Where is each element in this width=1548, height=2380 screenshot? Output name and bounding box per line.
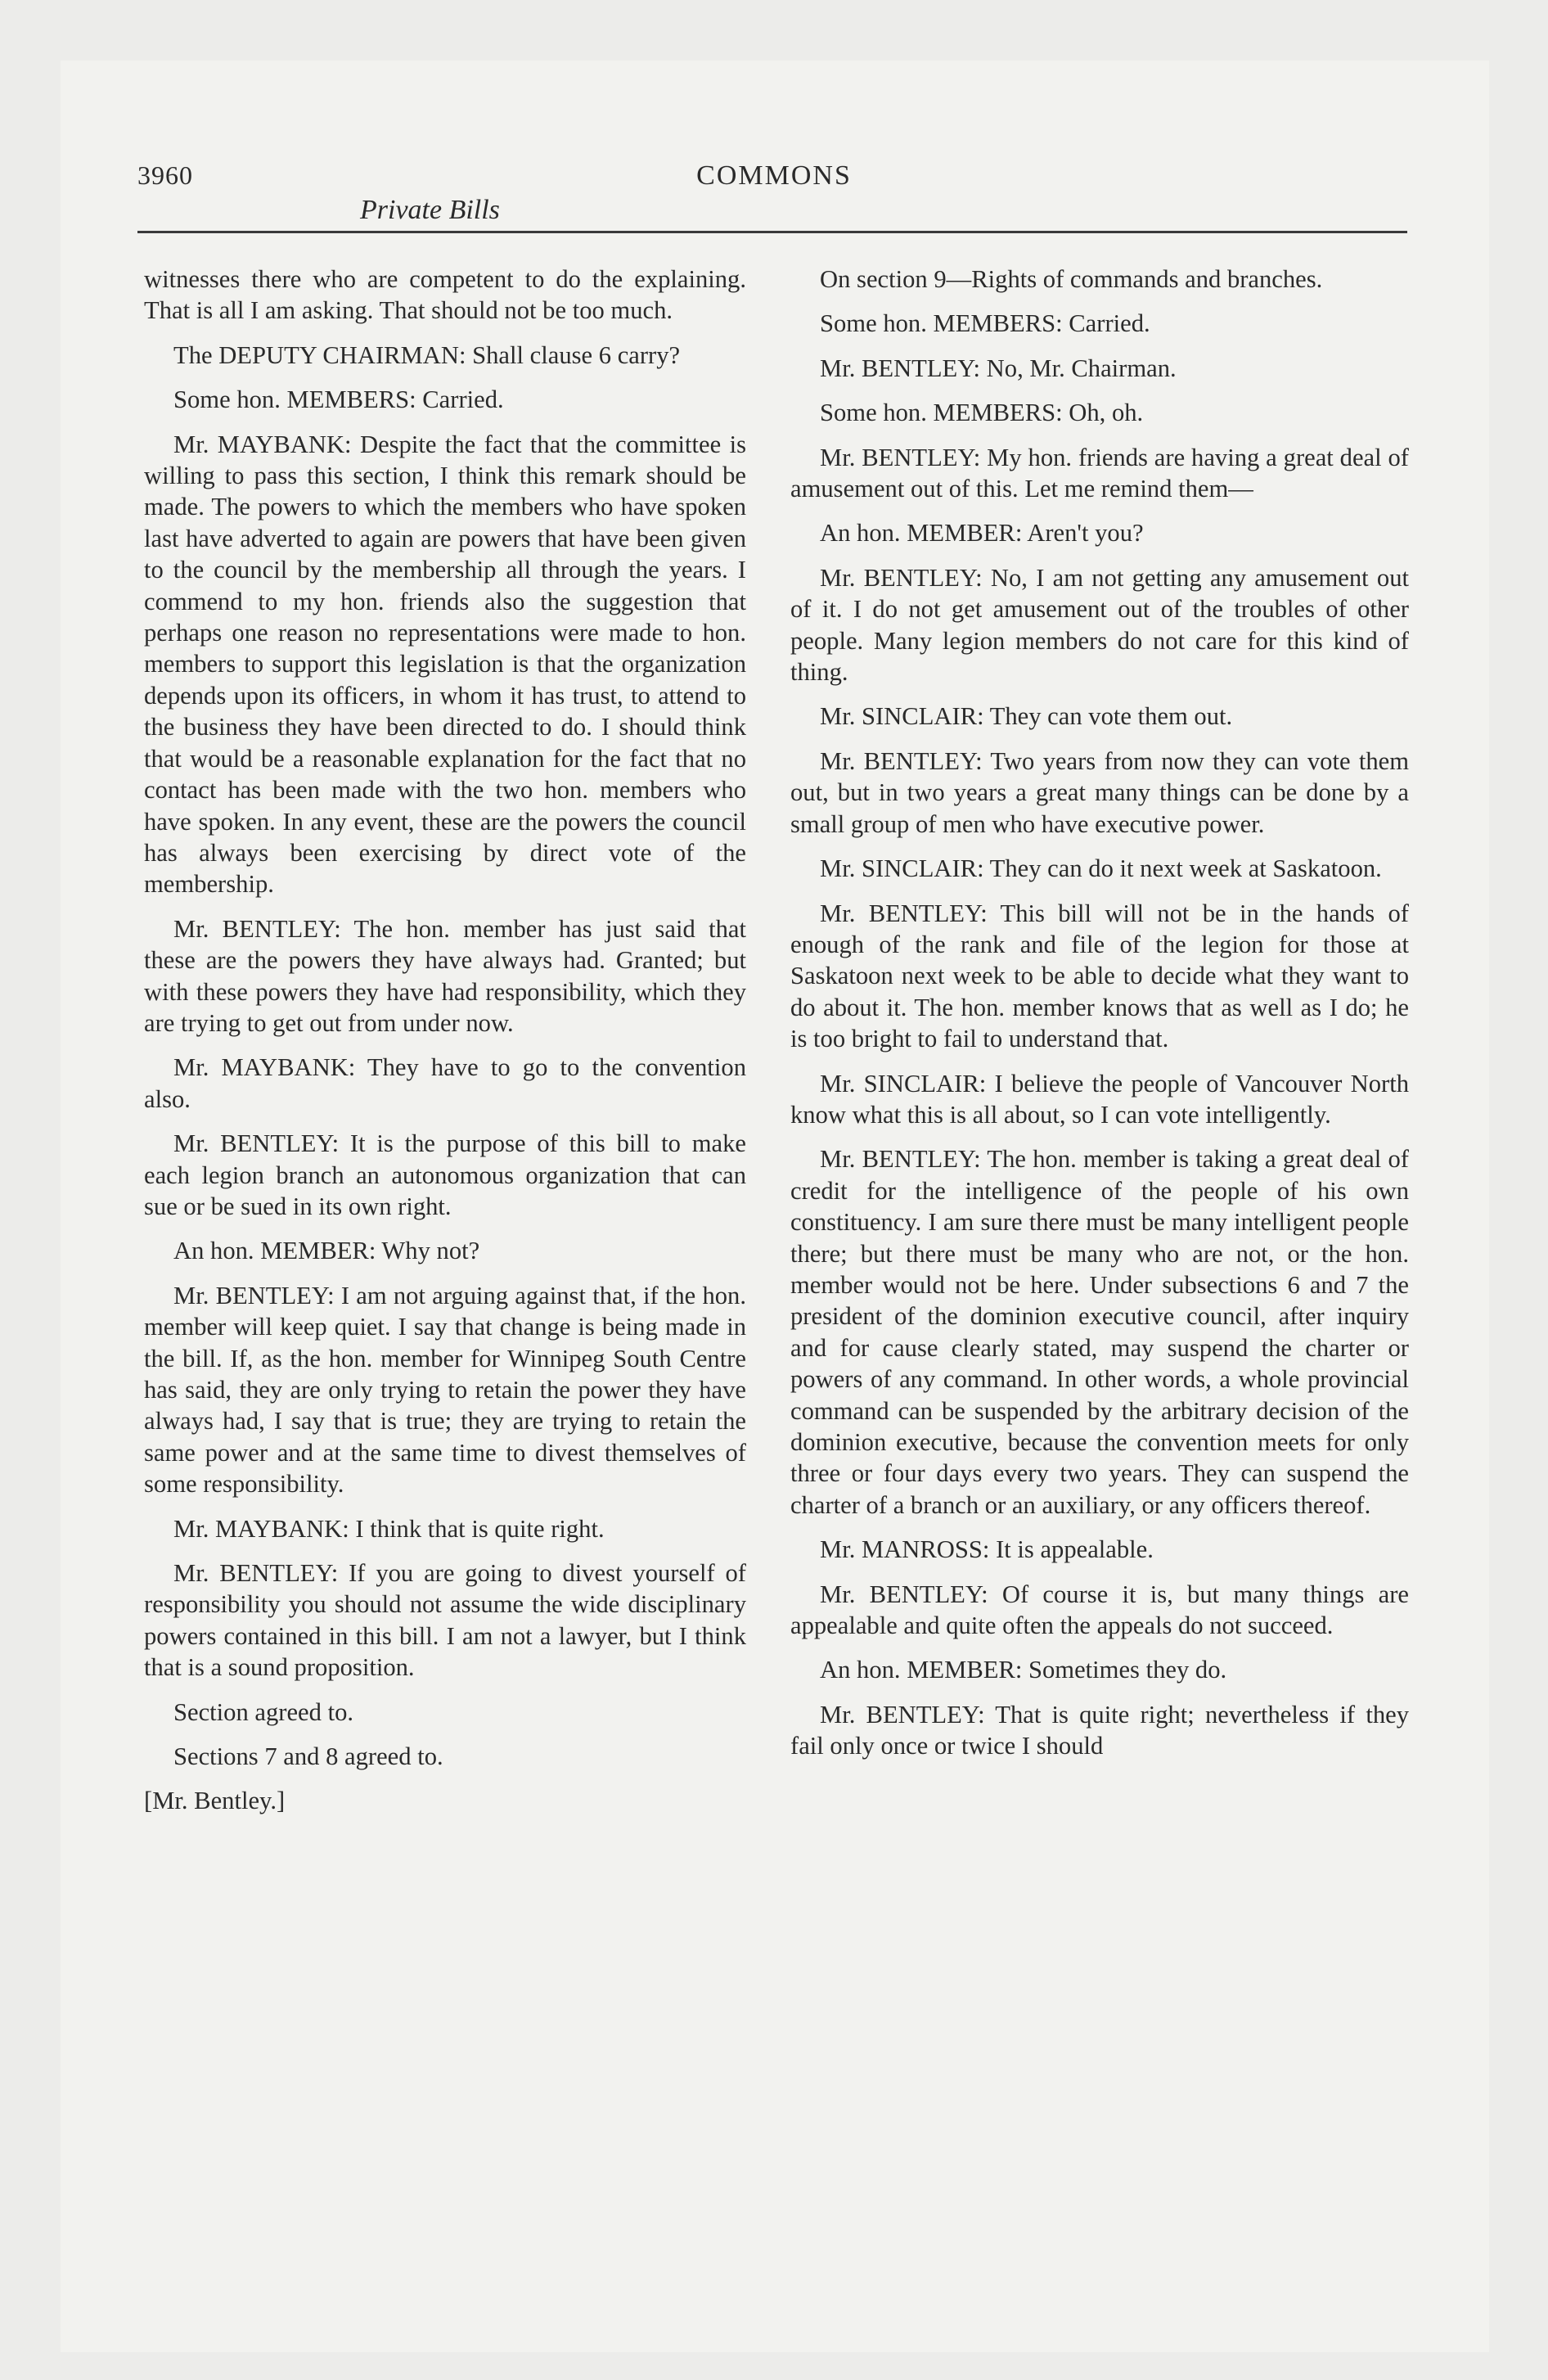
paragraph: Mr. MAYBANK: I think that is quite right. [173, 1514, 605, 1543]
paragraph: Mr. BENTLEY: No, Mr. Chairman. [820, 354, 1177, 382]
paragraph: Mr. BENTLEY: Of course it is, but many things are appealable and quite often the appeals do not succeed. [790, 1580, 1409, 1640]
paragraph: Mr. BENTLEY: That is quite right; nevertheless if they fail only once or twice I should [790, 1700, 1409, 1760]
left-column [144, 264, 746, 1830]
paragraph: Some hon. MEMBERS: Carried. [173, 385, 504, 414]
paragraph: Section agreed to. [173, 1697, 354, 1726]
paragraph: Mr. SINCLAIR: They can vote them out. [820, 702, 1233, 731]
running-head: COMMONS [696, 160, 852, 191]
paragraph: Mr. BENTLEY: My hon. friends are having a great deal of amusement out of this. Let me remind them— [790, 443, 1409, 503]
paragraph: Mr. BENTLEY: This bill will not be in the hands of enough of the rank and file of the legion for those at Saskatoon next week to be able to decide what they want to do about it. The hon. member knows that as well as I do; he is too bright to fail to understand that. [790, 899, 1409, 1053]
paragraph: On section 9—Rights of commands and branches. [820, 265, 1323, 293]
speaker-footnote: [Mr. Bentley.] [144, 1787, 286, 1815]
paragraph: Sections 7 and 8 agreed to. [173, 1742, 443, 1771]
section-title: Private Bills [360, 195, 500, 225]
paragraph: An hon. MEMBER: Aren't you? [820, 519, 1144, 548]
paragraph: An hon. MEMBER: Why not? [173, 1237, 480, 1265]
paragraph: An hon. MEMBER: Sometimes they do. [820, 1656, 1227, 1684]
paragraph: Mr. SINCLAIR: I believe the people of Vancouver North know what this is all about, so I can vote intelligently. [790, 1069, 1409, 1129]
paragraph: Mr. SINCLAIR: They can do it next week at Saskatoon. [820, 854, 1382, 883]
paragraph: Mr. MANROSS: It is appealable. [820, 1535, 1154, 1564]
paragraph: Mr. BENTLEY: The hon. member is taking a great deal of credit for the intelligence of the people of his own constituency. I am sure there must be many intelligent people there; but there must be many who are not, or the hon. member would not be here. Under subsections 6 and 7 the president of the dominion executive council, after inquiry and for cause clearly stated, may suspend the charter or powers of any command. In other words, a whole provincial command can be suspended by the arbitrary decision of the dominion executive, because the convention meets for only three or four days every two years. They can suspend the charter of a branch or an auxiliary, or any officers thereof. [790, 1145, 1409, 1519]
paragraph: Some hon. MEMBERS: Oh, oh. [820, 399, 1144, 427]
paragraph: Mr. BENTLEY: If you are going to divest yourself of responsibility you should not assume the wide disciplinary powers contained in this bill. I am not a lawyer, but I think that is a sound proposition. [144, 1559, 746, 1682]
paragraph: Mr. MAYBANK: They have to go to the convention also. [144, 1053, 746, 1113]
paragraph: Mr. BENTLEY: I am not arguing against that, if the hon. member will keep quiet. I say that change is being made in the bill. If, as the hon. member for Winnipeg South Centre has said, they are only trying to retain the power they have always had, I say that is true; they are trying to retain the same power and at the same time to divest themselves of some responsibility. [144, 1281, 746, 1499]
paragraph: Mr. BENTLEY: The hon. member has just said that these are the powers they have always had. Granted; but with these powers they have had responsibility, which they are trying to get out from under now. [144, 914, 746, 1037]
paragraph: witnesses there who are competent to do the explaining. That is all I am asking. That should not be too much. [144, 265, 746, 325]
page-number: 3960 [137, 160, 193, 190]
paragraph: Some hon. MEMBERS: Carried. [820, 309, 1150, 338]
header-rule [137, 231, 1407, 233]
paragraph: Mr. BENTLEY: It is the purpose of this bill to make each legion branch an autonomous organization that can sue or be sued in its own right. [144, 1129, 746, 1220]
paragraph: Mr. BENTLEY: No, I am not getting any amusement out of it. I do not get amusement out of the troubles of other people. Many legion members do not care for this kind of thing. [790, 563, 1409, 687]
right-column [790, 264, 1409, 1775]
paragraph: The DEPUTY CHAIRMAN: Shall clause 6 carry? [173, 340, 681, 369]
paragraph: Mr. BENTLEY: Two years from now they can vote them out, but in two years a great many things can be done by a small group of men who have executive power. [790, 746, 1409, 838]
paragraph: Mr. MAYBANK: Despite the fact that the committee is willing to pass this section, I think this remark should be made. The powers to which the members who have spoken last have adverted to again are powers that have been given to the council by the membership all through the years. I commend to my hon. friends also the suggestion that perhaps one reason no representations were made to hon. members to support this legislation is that the organization depends upon its officers, in whom it has trust, to attend to the business they have been directed to do. I should think that would be a reasonable explanation for the fact that no contact has been made with the two hon. members who have spoken. In any event, these are the powers the council has always been exercising by direct vote of the membership. [144, 430, 746, 899]
